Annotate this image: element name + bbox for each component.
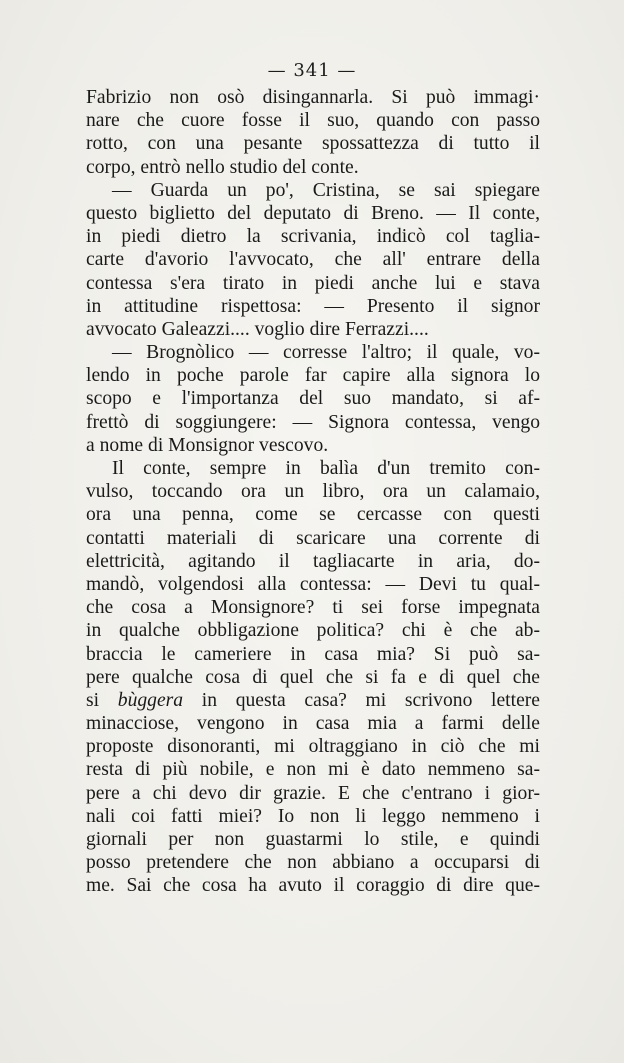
text-line: Fabrizio non osò disingannarla. Si può immagi·: [86, 87, 540, 108]
text-line: braccia le cameriere in casa mia? Si può sa-: [86, 643, 540, 665]
text-line: in qualche obbligazione politica? chi è che ab-: [86, 620, 540, 642]
italic-word: bùggera: [117, 689, 184, 711]
text-line: vulso, toccando ora un libro, ora un calamaio,: [86, 481, 540, 503]
text-fragment: si: [86, 689, 100, 711]
text-line: me. Sai che cosa ha avuto il coraggio di dire que-: [86, 875, 540, 897]
text-line: che cosa a Monsignore? ti sei forse impegnata: [86, 597, 540, 619]
text-line: corpo, entrò nello studio del conte.: [86, 156, 359, 178]
text-line: lendo in poche parole far capire alla signora lo: [86, 365, 540, 387]
text-line: posso pretendere che non abbiano a occuparsi di: [86, 852, 540, 874]
body-text: [86, 86, 540, 898]
text-line: minacciose, vengono in casa mia a farmi delle: [86, 713, 540, 735]
text-line: Il conte, sempre in balìa d'un tremito con-: [112, 458, 540, 479]
text-line: frettò di soggiungere: — Signora contessa, vengo: [86, 411, 540, 433]
text-line: proposte disonoranti, mi oltraggiano in ciò che mi: [86, 736, 540, 758]
text-line: a nome di Monsignor vescovo.: [86, 434, 329, 456]
text-line: questo biglietto del deputato di Breno. — Il conte,: [86, 202, 540, 224]
text-line: in attitudine rispettosa: — Presento il signor: [86, 295, 540, 317]
text-line: pere a chi devo dir grazie. E che c'entrano i gior-: [86, 782, 540, 804]
text-line: ora una penna, come se cercasse con questi: [86, 504, 540, 526]
text-fragment: in questa casa? mi scrivono lettere: [201, 689, 540, 711]
text-line: in piedi dietro la scrivania, indicò col taglia-: [86, 226, 540, 248]
text-line: scopo e l'importanza del suo mandato, si af-: [86, 388, 540, 410]
text-line: mandò, volgendosi alla contessa: — Devi tu qual-: [86, 573, 540, 595]
text-line: rotto, con una pesante spossattezza di tutto il: [86, 133, 540, 155]
text-line: [86, 689, 540, 712]
text-line: — Guarda un po', Cristina, se sai spiegare: [112, 179, 540, 201]
text-line: avvocato Galeazzi.... voglio dire Ferrazzi....: [86, 318, 429, 340]
text-line: contessa s'era tirato in piedi anche lui e stava: [86, 272, 540, 294]
text-line: carte d'avorio l'avvocato, che all' entrare della: [86, 249, 540, 271]
text-line: — Brognòlico — corresse l'altro; il quale, vo-: [112, 342, 540, 364]
text-line: contatti materiali di scaricare una corrente di: [86, 527, 540, 549]
text-line: resta di più nobile, e non mi è dato nemmeno sa-: [86, 759, 540, 781]
text-line: giornali per non guastarmi lo stile, e quindi: [86, 829, 540, 850]
text-line: elettricità, agitando il tagliacarte in aria, do-: [86, 550, 540, 572]
text-line: nali coi fatti miei? Io non li leggo nemmeno i: [86, 805, 540, 827]
text-line: nare che cuore fosse il suo, quando con passo: [86, 110, 540, 132]
text-line: pere qualche cosa di quel che si fa e di quel che: [86, 666, 540, 688]
page-number: — 341 —: [267, 60, 357, 81]
